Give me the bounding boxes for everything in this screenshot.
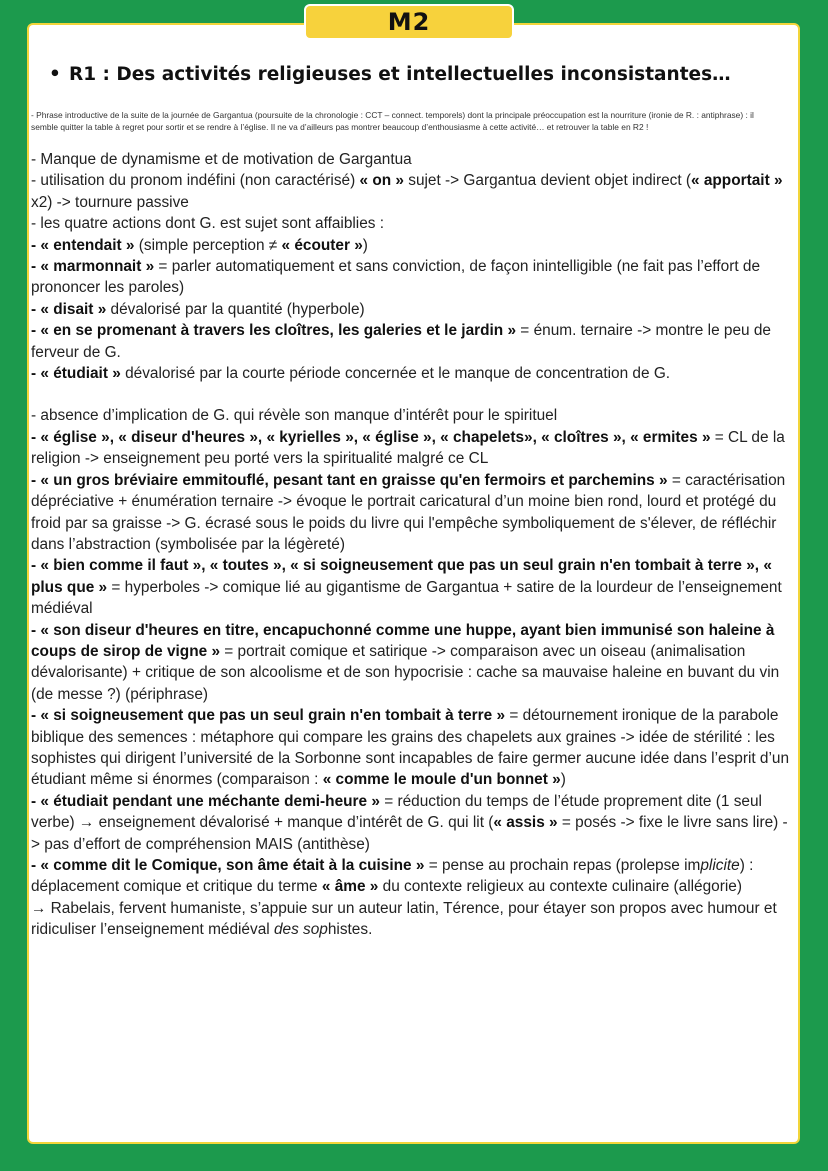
- analysis-line: - utilisation du pronom indéfini (non caractérisé) « on » sujet -> Gargantua devient objet indirect (« apportait » x2) -> tournure passive: [31, 172, 783, 211]
- section-heading: [49, 60, 791, 90]
- analysis-line: - absence d’implication de G. qui révèle son manque d’intérêt pour le spirituel: [31, 407, 558, 425]
- spacer: [31, 384, 791, 405]
- section-title: R1 : Des activités religieuses et intellectuelles inconsistantes…: [69, 64, 731, 85]
- content: [31, 60, 791, 941]
- analysis-body: [31, 149, 791, 941]
- analysis-line: - « étudiait pendant une méchante demi-heure » = réduction du temps de l’étude proprement dite (1 seul verbe) → enseignement dévalorisé + manque d’intérêt de G. qui lit (« assis » = posés -> fixe le livre sans lire) -> pas d’effort de compréhension MAIS (antithèse): [31, 792, 788, 853]
- analysis-line: - Manque de dynamisme et de motivation de Gargantua: [31, 151, 412, 168]
- analysis-line: - « en se promenant à travers les cloîtres, les galeries et le jardin » = énum. ternaire -> montre le peu de ferveur de G.: [31, 322, 771, 361]
- analysis-line: → Rabelais, fervent humaniste, s’appuie sur un auteur latin, Térence, pour étayer son propos avec humour et ridiculiser l’enseignement médiéval des sophistes.: [31, 899, 777, 939]
- analysis-line: - « son diseur d'heures en titre, encapuchonné comme une huppe, ayant bien immunisé son haleine à coups de sirop de vigne » = portrait comique et satirique -> comparaison avec un oiseau (animalisation dévalorisante) + critique de son alcoolisme et de son hypocrisie : cache sa mauvaise haleine en buvant du vin (de messe ?) (périphrase): [31, 621, 780, 703]
- bullet-icon: •: [49, 64, 61, 85]
- analysis-line: - « étudiait » dévalorisé par la courte période concernée et le manque de concentration de G.: [31, 365, 671, 383]
- analysis-line: - « entendait » (simple perception ≠ « écouter »): [31, 236, 368, 254]
- analysis-line: - « église », « diseur d'heures », « kyrielles », « église », « chapelets», « cloîtres », « ermites » = CL de la religion -> enseignement peu porté vers la spiritualité malgré ce CL: [31, 428, 785, 468]
- intro-paragraph: - Phrase introductive de la suite de la journée de Gargantua (poursuite de la chronologie : CCT – connect. temporels) dont la principale préoccupation est la nourriture (ironie de R. : antiphrase) : il semble quitter la table à regret pour sortir et se rendre à l’église. Il ne va d’ailleurs pas montrer beaucoup d’enthousiasme à cette activité… et retrouver la table en R2 !: [31, 110, 754, 132]
- analysis-line: - « disait » dévalorisé par la quantité (hyperbole): [31, 300, 365, 318]
- module-tab: M2: [304, 4, 514, 40]
- analysis-line: - « bien comme il faut », « toutes », « si soigneusement que pas un seul grain n'en tombait à terre », « plus que » = hyperboles -> comique lié au gigantisme de Gargantua + satire de la lourdeur de l’enseignement médiéval: [31, 557, 782, 618]
- analysis-line: - « comme dit le Comique, son âme était à la cuisine » = pense au prochain repas (prolepse implicite) : déplacement comique et critique du terme « âme » du contexte religieux au contexte culinaire (allégorie): [31, 857, 754, 896]
- analysis-line: - « marmonnait » = parler automatiquement et sans conviction, de façon inintelligible (ne fait pas l’effort de prononcer les paroles): [31, 258, 761, 297]
- analysis-line: - « un gros bréviaire emmitouflé, pesant tant en graisse qu'en fermoirs et parchemins » = caractérisation dépréciative + énumération ternaire -> évoque le portrait caricatural d’un moine bien rond, lourd et protégé du froid par sa graisse -> G. écrasé sous le poids du livre qui l'empêche symboliquement de s'élever, de réfléchir dans l’abstraction (symbolisée par la légèreté): [31, 471, 786, 553]
- analysis-line: - les quatre actions dont G. est sujet sont affaiblies :: [31, 215, 385, 233]
- analysis-line: - « si soigneusement que pas un seul grain n'en tombait à terre » = détournement ironique de la parabole biblique des semences : métaphore qui compare les grains des chapelets aux graines -> idée de stérilité : les sophistes qui dirigent l’université de la Sorbonne sont incapables de faire germer aucune idée dans l’esprit d’un étudiant même si énormes (comparaison : « comme le moule d'un bonnet »): [31, 707, 790, 789]
